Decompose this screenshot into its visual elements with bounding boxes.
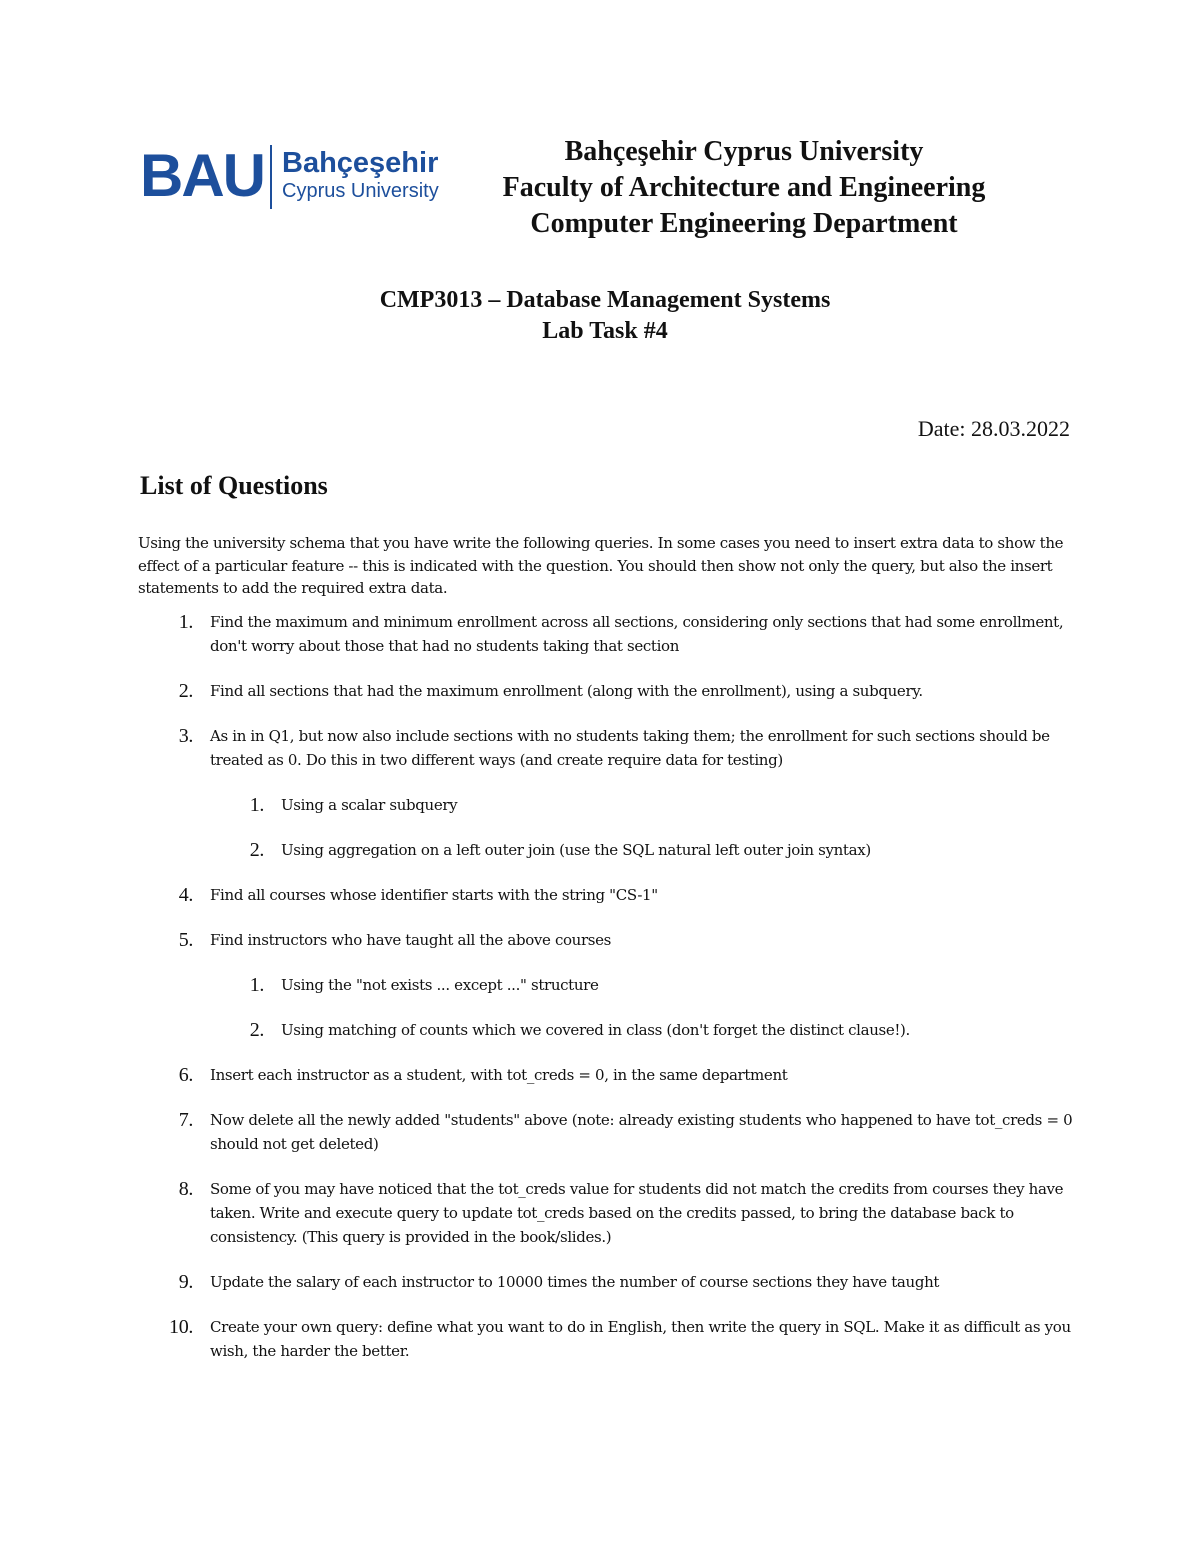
sub-question-text: Using matching of counts which we covered in class (don't forget the distinct clause!). bbox=[281, 1021, 910, 1039]
lab-task-title: Lab Task #4 bbox=[542, 318, 668, 344]
sub-question-text: Using aggregation on a left outer join (use the SQL natural left outer join syntax) bbox=[281, 841, 871, 859]
document-date: Date: 28.03.2022 bbox=[917, 416, 1070, 441]
sub-question-text: Using a scalar subquery bbox=[281, 796, 458, 814]
question-item bbox=[138, 1177, 1078, 1249]
question-item bbox=[138, 724, 1078, 772]
question-text: Some of you may have noticed that the tot_creds value for students did not match the credits from courses they have taken. Write and execute query to update tot_creds based on the credits passed, to bring the database back to consistency. (This query is provided in the book/slides.) bbox=[210, 1180, 1064, 1246]
logo-abbr: BAU bbox=[140, 142, 264, 209]
faculty-name: Faculty of Architecture and Engineering bbox=[502, 172, 986, 203]
question-item bbox=[138, 610, 1078, 658]
question-number: 7. bbox=[178, 1109, 193, 1131]
question-text: Find instructors who have taught all the above courses bbox=[210, 931, 612, 949]
sub-question-item bbox=[138, 838, 1078, 862]
question-item bbox=[138, 1270, 1078, 1294]
question-text: Insert each instructor as a student, with tot_creds = 0, in the same department bbox=[210, 1066, 788, 1084]
section-heading: List of Questions bbox=[140, 471, 328, 500]
question-text: Find all sections that had the maximum enrollment (along with the enrollment), using a subquery. bbox=[210, 682, 923, 700]
question-number: 4. bbox=[178, 884, 193, 906]
sub-question-number: 1. bbox=[249, 974, 264, 996]
question-text: Find the maximum and minimum enrollment across all sections, considering only sections that had some enrollment, don't worry about those that had no students taking that section bbox=[210, 613, 1064, 655]
logo-divider bbox=[270, 145, 272, 209]
question-number: 2. bbox=[178, 680, 193, 702]
sub-question-number: 2. bbox=[249, 839, 264, 861]
question-text: Now delete all the newly added "students" above (note: already existing students who happened to have tot_creds = 0 should not get deleted) bbox=[210, 1111, 1073, 1153]
sub-question-item bbox=[138, 1018, 1078, 1042]
question-number: 8. bbox=[178, 1178, 193, 1200]
question-item bbox=[138, 928, 1078, 952]
question-item bbox=[138, 1063, 1078, 1087]
sub-question-item bbox=[138, 973, 1078, 997]
logo-name-line1: Bahçeşehir bbox=[282, 147, 439, 179]
question-item bbox=[138, 679, 1078, 703]
question-number: 10. bbox=[169, 1316, 193, 1338]
question-number: 1. bbox=[178, 611, 193, 633]
sub-question-item bbox=[138, 793, 1078, 817]
question-list bbox=[138, 610, 1078, 1384]
question-text: Find all courses whose identifier starts with the string "CS-1" bbox=[210, 886, 658, 904]
intro-paragraph: Using the university schema that you have write the following queries. In some cases you need to insert extra data to show the effect of a particular feature -- this is indicated with the question. You should then show not only the query, but also the insert statements to add the required extra data. bbox=[138, 534, 1064, 597]
bau-logo bbox=[140, 143, 440, 211]
university-name: Bahçeşehir Cyprus University bbox=[564, 136, 924, 167]
sub-question-number: 1. bbox=[249, 794, 264, 816]
sub-question-text: Using the "not exists ... except ..." structure bbox=[281, 976, 599, 994]
question-item bbox=[138, 1315, 1078, 1363]
question-item bbox=[138, 1108, 1078, 1156]
question-item bbox=[138, 883, 1078, 907]
question-text: Create your own query: define what you want to do in English, then write the query in SQL. Make it as difficult as you wish, the harder the better. bbox=[210, 1318, 1071, 1360]
logo-name-line2: Cyprus University bbox=[282, 180, 439, 202]
question-number: 5. bbox=[178, 929, 193, 951]
question-text: As in in Q1, but now also include sections with no students taking them; the enrollment for such sections should be treated as 0. Do this in two different ways (and create require data for testing) bbox=[210, 727, 1050, 769]
sub-question-number: 2. bbox=[249, 1019, 264, 1041]
question-number: 9. bbox=[178, 1271, 193, 1293]
question-text: Update the salary of each instructor to 10000 times the number of course sections they have taught bbox=[210, 1273, 940, 1291]
course-title: CMP3013 – Database Management Systems bbox=[379, 287, 831, 313]
department-name: Computer Engineering Department bbox=[530, 208, 958, 239]
question-number: 3. bbox=[178, 725, 193, 747]
question-number: 6. bbox=[178, 1064, 193, 1086]
